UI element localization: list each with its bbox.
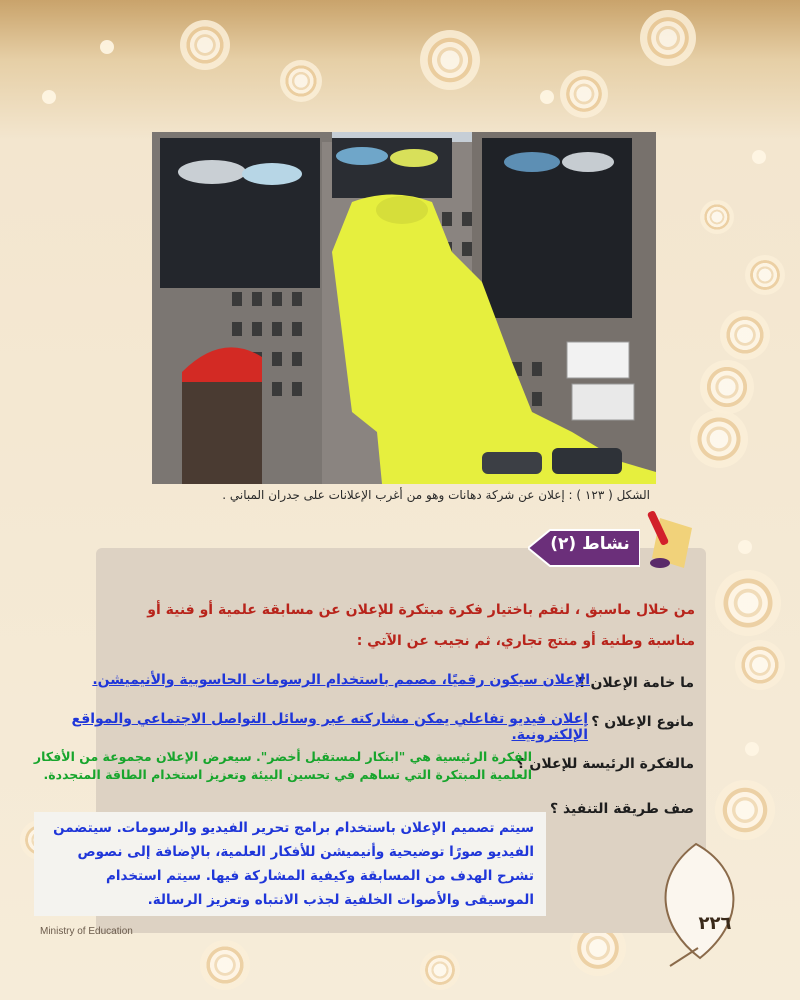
answer-material: الإعلان سيكون رقميًا، مصمم باستخدام الرسومات الحاسوبية والأنيميشن.	[92, 672, 590, 688]
decorative-rosette	[720, 310, 770, 360]
ministry-label: Ministry of Education	[40, 926, 133, 937]
building-illustration	[152, 132, 656, 484]
decorative-rosette	[560, 70, 608, 118]
decorative-rosette	[200, 940, 250, 990]
decorative-dot	[100, 40, 114, 54]
answer-type: إعلان فيديو تفاعلي يمكن مشاركته عبر وسائل التواصل الاجتماعي والمواقع الإلكترونية.	[71, 711, 588, 743]
decorative-dot	[540, 90, 554, 104]
leaf-page-marker-icon	[640, 838, 752, 968]
decorative-rosette	[745, 255, 785, 295]
decorative-dot	[745, 742, 759, 756]
decorative-dot	[752, 150, 766, 164]
decorative-rosette	[715, 570, 781, 636]
decorative-dot	[42, 90, 56, 104]
decorative-rosette	[420, 30, 480, 90]
answer-main-idea-line2: العلمية المبتكرة التي تساهم في تحسين البيئة وتعزيز استخدام الطاقة المتجددة.	[43, 767, 532, 782]
decorative-rosette	[690, 410, 748, 468]
decorative-rosette	[280, 60, 322, 102]
decorative-rosette	[420, 950, 460, 990]
decorative-dot	[738, 540, 752, 554]
decorative-rosette	[715, 780, 775, 840]
decorative-rosette	[180, 20, 230, 70]
building-advertisement-photo	[152, 132, 656, 484]
question-material: ما خامة الإعلان ؟	[577, 675, 694, 691]
answer-execution: سيتم تصميم الإعلان باستخدام برامج تحرير الفيديو والرسومات. سيتضمن الفيديو صورًا توضيحية وأنيميشن للأفكار العلمية، بالإضافة إلى نصوص تشرح الهدف من المسابقة وكيفية المشاركة فيها. سيتم استخدام الموسيقى والأصوات الخلفية لجذب الانتباه وتعزيز الرسالة.	[53, 820, 534, 908]
figure-caption: الشكل ( ١٢٣ ) : إعلان عن شركة دهانات وهو من أغرب الإعلانات على جدران المباني .	[222, 488, 650, 502]
decorative-rosette	[700, 360, 754, 414]
activity-intro: من خلال ماسبق ، لنقم باختيار فكرة مبتكرة للإعلان عن مسابقة علمية أو فنية أو مناسبة وطنية أو منتج تجاري، ثم نجيب عن الآتي :	[147, 602, 695, 649]
pen-icon	[640, 508, 700, 578]
decorative-rosette	[700, 200, 734, 234]
question-main-idea: مالفكرة الرئيسة للإعلان ؟	[516, 756, 694, 772]
decorative-rosette	[735, 640, 785, 690]
page-number: ٢٢٦	[698, 913, 732, 934]
decorative-rosette	[640, 10, 696, 66]
answer-main-idea-line1: الفكرة الرئيسية هي "ابتكار لمستقبل أخضر". سيعرض الإعلان مجموعة من الأفكار	[33, 749, 532, 764]
activity-title: نشاط (٢)	[550, 534, 630, 554]
question-execution: صف طريقة التنفيذ ؟	[549, 801, 694, 817]
question-type: مانوع الإعلان ؟	[591, 714, 694, 730]
